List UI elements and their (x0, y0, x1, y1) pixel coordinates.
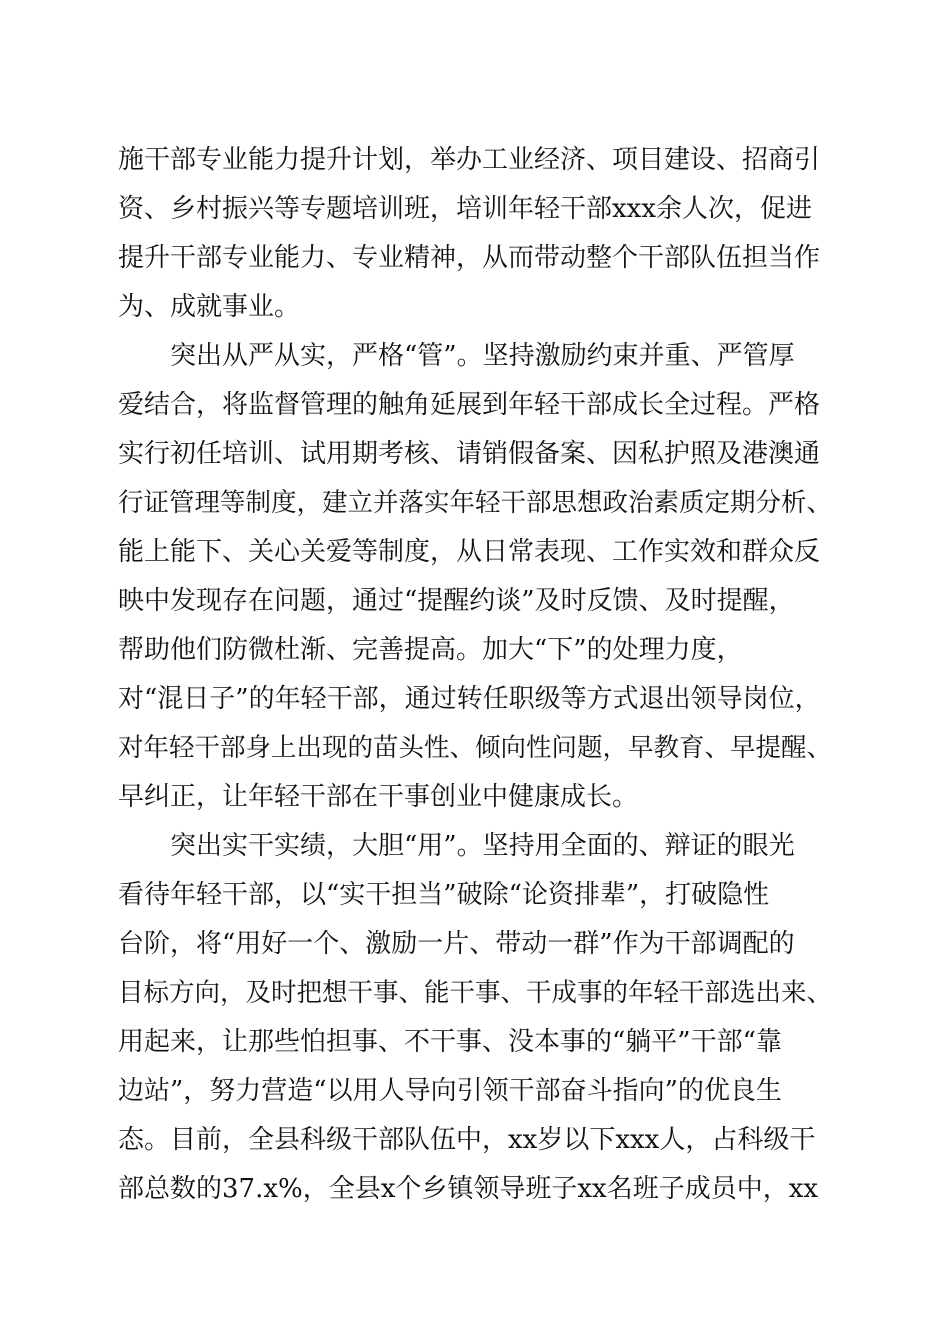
text-line: 资、乡村振兴等专题培训班，培训年轻干部xxx余人次，促进 (118, 194, 812, 224)
text-line: 能上能下、关心关爱等制度，从日常表现、工作实效和群众反 (118, 537, 821, 567)
text-line: 施干部专业能力提升计划，举办工业经济、项目建设、招商引 (118, 145, 821, 175)
text-line: 爱结合，将监督管理的触角延展到年轻干部成长全过程。严格 (118, 390, 821, 420)
text-line: 提升干部专业能力、专业精神，从而带动整个干部队伍担当作 (118, 243, 821, 273)
text-line: 对“混日子”的年轻干部，通过转任职级等方式退出领导岗位， (118, 684, 821, 714)
text-line: 早纠正，让年轻干部在干事创业中健康成长。 (118, 782, 639, 812)
text-line: 行证管理等制度，建立并落实年轻干部思想政治素质定期分析、 (118, 488, 833, 518)
text-line: 突出从严从实，严格“管”。坚持激励约束并重、严管厚 (170, 341, 795, 371)
text-line: 帮助他们防微杜渐、完善提高。加大“下”的处理力度， (118, 635, 743, 665)
text-line: 边站”，努力营造“以用人导向引领干部奋斗指向”的优良生 (118, 1076, 782, 1106)
text-line: 看待年轻干部，以“实干担当”破除“论资排辈”，打破隐性 (118, 880, 770, 910)
text-line: 部总数的37.x%，全县x个乡镇领导班子xx名班子成员中，xx (118, 1174, 819, 1204)
text-line: 台阶，将“用好一个、激励一片、带动一群”作为干部调配的 (118, 929, 795, 959)
text-line: 态。目前，全县科级干部队伍中，xx岁以下xxx人，占科级干 (118, 1125, 816, 1155)
text-line: 用起来，让那些怕担事、不干事、没本事的“躺平”干部“靠 (118, 1027, 782, 1057)
text-line: 实行初任培训、试用期考核、请销假备案、因私护照及港澳通 (118, 439, 821, 469)
text-line: 对年轻干部身上出现的苗头性、倾向性问题，早教育、早提醒、 (118, 733, 833, 763)
text-line: 映中发现存在问题，通过“提醒约谈”及时反馈、及时提醒， (118, 586, 795, 616)
text-line: 为、成就事业。 (118, 292, 301, 322)
text-line: 目标方向，及时把想干事、能干事、干成事的年轻干部选出来、 (118, 978, 833, 1008)
text-line: 突出实干实绩，大胆“用”。坚持用全面的、辩证的眼光 (170, 831, 795, 861)
